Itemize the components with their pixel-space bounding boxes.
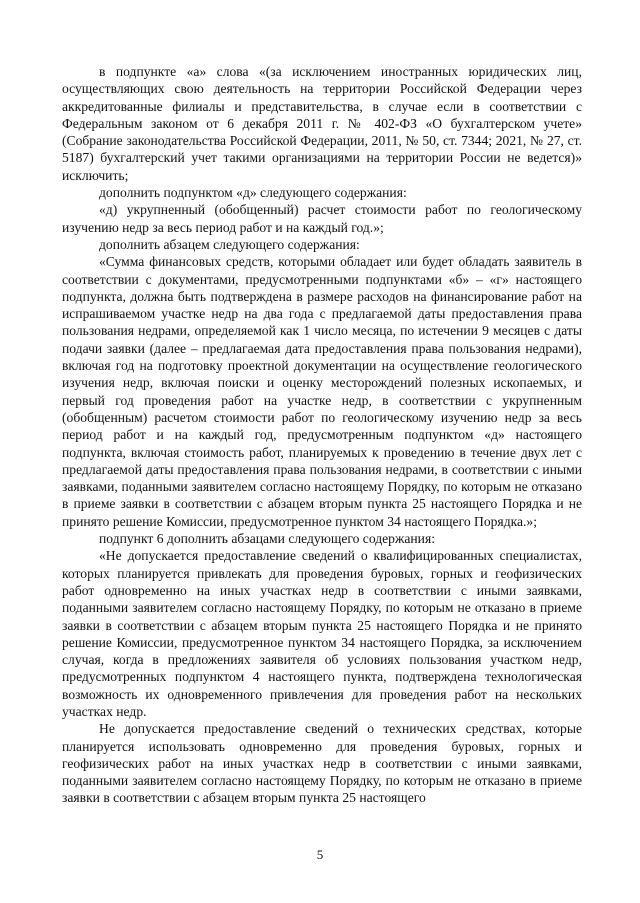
page-number: 5 [316,847,324,862]
paragraph: подпункт 6 дополнить абзацами следующего содержания: [99,531,435,547]
paragraph: «Не допускается предоставление сведений о квалифицированных специалистах, которых планируется привлекать для проведения буровых, горных и геофизических работ одновременно на иных участках недр в соответствии с иными заявками, поданными заявителем согласно настоящему Порядку, по которым не отказано в приеме заявки в соответствии с абзацем вторым пункта 25 настоящего Порядка и не принято решение Комиссии, предусмотренное пунктом 34 настоящего Порядка, за исключением случая, когда в предложениях заявителя об условиях пользования участком недр, предусмотренных подпунктом 4 настоящего пункта, подтверждена технологическая возможность их одновременного привлечения для проведения работ на нескольких участках недр. [62,548,582,719]
paragraph: дополнить подпунктом «д» следующего содержания: [99,185,407,201]
paragraph: дополнить абзацем следующего содержания: [99,236,360,252]
paragraph: в подпункте «а» слова «(за исключением иностранных юридических лиц, осуществляющих свою деятельность на территории Российской Федерации через аккредитованные филиалы и представительства, в случае если в соответствии с Федеральным законом от 6 декабря 2011 г. № 402-ФЗ «О бухгалтерском учете» (Собрание законодательства Российской Федерации, 2011, № 50, ст. 7344; 2021, № 27, ст. 5187) бухгалтерский учет такими организациями на территории России не ведется)» исключить; [62,64,582,183]
document-body [62,63,582,807]
paragraph: Не допускается предоставление сведений о технических средствах, которые планируется использовать одновременно для проведения буровых, горных и геофизических работ на иных участках недр в соответствии с иными заявками, поданными заявителем согласно настоящему Порядку, по которым не отказано в приеме заявки в соответствии с абзацем вторым пункта 25 настоящего [62,721,582,806]
paragraph: «Сумма финансовых средств, которыми обладает или будет обладать заявитель в соответствии с документами, предусмотренными подпунктами «б» – «г» настоящего подпункта, должна быть подтверждена в размере расходов на финансирование работ на испрашиваемом участке недр на два года с предлагаемой даты предоставления права пользования недрами, определяемой как 1 число месяца, по истечении 9 месяцев с даты подачи заявки (далее – предлагаемая дата предоставления права пользования недрами), включая год на подготовку проектной документации на осуществление геологического изучения недр, включая поиски и оценку месторождений полезных ископаемых, и первый год проведения работ на участке недр, в соответствии с укрупненным (обобщенным) расчетом стоимости работ по геологическому изучению недр за весь период работ и на каждый год, предусмотренным подпунктом «д» настоящего подпункта, включая стоимость работ, планируемых к проведению в течение двух лет с предлагаемой даты предоставления права пользования недрами, в соответствии с иными заявками, поданными заявителем согласно настоящему Порядку, по которым не отказано в приеме заявки в соответствии с абзацем вторым пункта 25 настоящего Порядка и не принято решение Комиссии, предусмотренное пунктом 34 настоящего Порядка.»; [62,254,582,529]
paragraph: «д) укрупненный (обобщенный) расчет стоимости работ по геологическому изучению недр за весь период работ и на каждый год.»; [62,202,582,235]
